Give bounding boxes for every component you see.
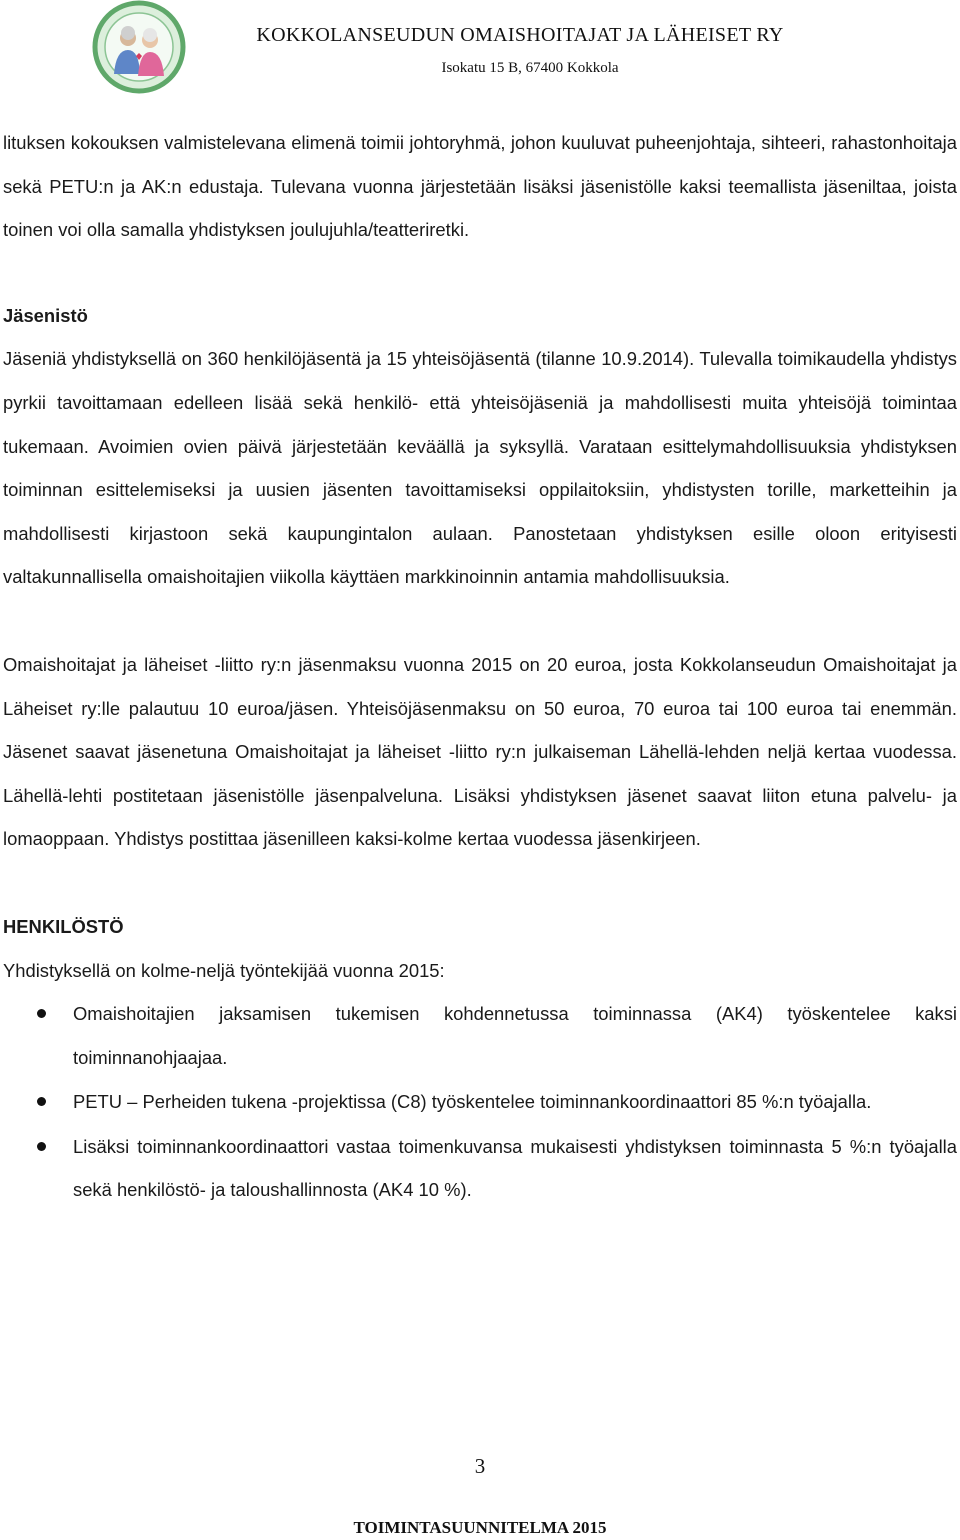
list-item-text: Lisäksi toiminnankoordinaattori vastaa toimenkuvansa mukaisesti yhdistyksen toiminnasta 5 %:n työajalla sekä henkilöstö- ja taloushallinnosta (AK4 10 %). (73, 1135, 957, 1201)
bullet-icon (37, 1009, 46, 1018)
bullet-icon (37, 1142, 46, 1151)
page-number: 3 (474, 1454, 486, 1478)
list-item-text: PETU – Perheiden tukena -projektissa (C8) työskentelee toiminnankoordinaattori 85 %:n työajalla. (73, 1091, 872, 1113)
membership-fee-paragraph: Omaishoitajat ja läheiset -liitto ry:n jäsenmaksu vuonna 2015 on 20 euroa, josta Kokkolanseudun Omaishoitajat ja Läheiset ry:lle palautuu 10 euroa/jäsen. Yhteisöjäsenmaksu on 50 euroa, 70 euroa tai 100 euroa tai enemmän. Jäsenet saavat jäsenetuna Omaishoitajat ja läheiset -liitto ry:n julkaiseman Lähellä-lehden neljä kertaa vuodessa. Lähellä-lehti postitetaan jäsenistölle jäsenpalveluna. Lisäksi yhdistyksen jäsenet saavat liiton etuna palvelu- ja lomaoppaan. Yhdistys postittaa jäsenilleen kaksi-kolme kertaa vuodessa jäsenkirjeen. (3, 653, 957, 850)
staff-intro: Yhdistyksellä on kolme-neljä työntekijää vuonna 2015: (3, 959, 445, 981)
list-item (3, 1125, 957, 1212)
list-item-text: Omaishoitajien jaksamisen tukemisen kohdennetussa toiminnassa (AK4) työskentelee kaksi toiminnanohjaajaa. (73, 1003, 957, 1068)
paragraph-spacer (3, 252, 957, 294)
document-body (3, 121, 957, 1213)
intro-paragraph: lituksen kokouksen valmistelevana elimenä toimii johtoryhmä, johon kuuluvat puheenjohtaja, sihteeri, rahastonhoitaja sekä PETU:n ja AK:n edustaja. Tulevana vuonna järjestetään lisäksi jäsenistölle kaksi teemallista jäseniltaa, joista toinen voi olla samalla yhdistyksen joulujuhla/teatteriretki. (3, 132, 957, 241)
organization-logo (92, 0, 186, 94)
paragraph-spacer (3, 599, 957, 643)
membership-paragraph: Jäseniä yhdistyksellä on 360 henkilöjäsentä ja 15 yhteisöjäsentä (tilanne 10.9.2014). Tulevalla toimikaudella yhdistys pyrkii tavoittamaan edelleen lisää sekä henkilö- että yhteisöjäseniä ja mahdollisesti muita yhteisöjä toimintaa tukemaan. Avoimien ovien päivä järjestetään keväällä ja syksyllä. Varataan esittelymahdollisuuksia yhdistyksen toiminnan esittelemiseksi ja uusien jäsenten tavoittamiseksi oppilaitoksiin, yhdistysten torille, marketteihin ja mahdollisesti kirjastoon sekä kaupungintalon aulaan. Panostetaan yhdistyksen esille oloon erityisesti valtakunnallisella omaishoitajien viikolla käyttäen markkinoinnin antamia mahdollisuuksia. (3, 348, 957, 588)
list-item (3, 992, 957, 1079)
organization-address: Isokatu 15 B, 67400 Kokkola (441, 60, 619, 76)
list-item (3, 1080, 957, 1124)
staff-list (3, 992, 957, 1212)
staff-heading: HENKILÖSTÖ (3, 915, 124, 937)
membership-heading: Jäsenistö (3, 304, 88, 326)
bullet-icon (37, 1097, 46, 1106)
paragraph-spacer (3, 861, 957, 905)
document-title: TOIMINTASUUNNITELMA 2015 (353, 1518, 607, 1537)
organization-name: KOKKOLANSEUDUN OMAISHOITAJAT JA LÄHEISET RY (256, 24, 784, 46)
